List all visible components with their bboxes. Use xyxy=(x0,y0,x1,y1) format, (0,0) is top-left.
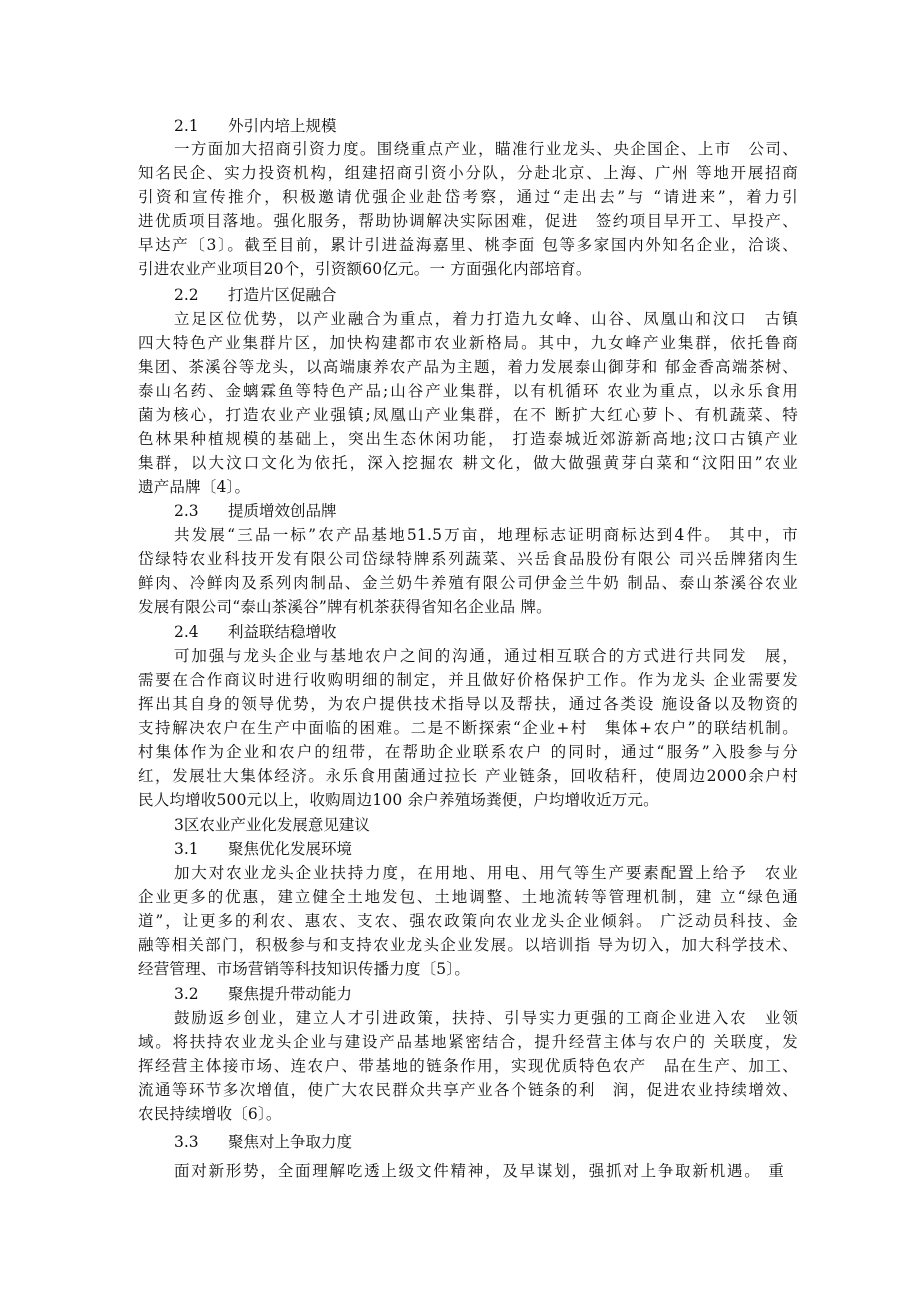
section-title: 聚焦提升带动能力 xyxy=(228,985,353,1003)
paragraph-line: 四大特色产业集群片区，加快构建都市农业新格局。其中，九女峰产业集群，依托鲁商 xyxy=(138,334,798,352)
paragraph-line: 早达产〔3〕。截至目前，累计引进益海嘉里、桃李面 包等多家国内外知名企业，洽谈、 xyxy=(138,236,798,254)
section-number: 2.2 xyxy=(174,286,199,304)
paragraph-line: 泰山名药、金螭霖鱼等特色产品;山谷产业集群，以有机循环 农业为重点，以永乐食用 xyxy=(138,382,798,400)
section-number: 2.3 xyxy=(174,502,199,520)
paragraph-line: 企业更多的优惠，建立健全土地发包、土地调整、土地流转等管理机制，建 立“绿色通 xyxy=(138,888,798,906)
section-number: 3.1 xyxy=(174,840,199,858)
paragraph-line: 挥经营主体接市场、连农户、带基地的链条作用，实现优质特色农产 品在生产、加工、 xyxy=(138,1057,798,1075)
paragraph-line: 需要在合作商议时进行收购明细的制定，并且做好价格保护工作。作为龙头 企业需要发 xyxy=(138,671,798,689)
paragraph-line: 立足区位优势，以产业融合为重点，着力打造九女峰、山谷、凤凰山和汶口 古镇 xyxy=(174,310,798,328)
paragraph-line: 集团、茶溪谷等龙头，以高端康养农产品为主题，着力发展泰山御芽和 郁金香高端茶树、 xyxy=(138,358,798,376)
paragraph-line: 域。将扶持农业龙头企业与建设产品基地紧密结合，提升经营主体与农户的 关联度，发 xyxy=(138,1033,798,1051)
section-title: 利益联结稳增收 xyxy=(228,623,337,641)
paragraph-line: 知名民企、实力投资机构，组建招商引资小分队，分赴北京、上海、广州 等地开展招商 xyxy=(138,164,798,182)
paragraph-line: 支持解决农户在生产中面临的困难。二是不断探索“企业+村 集体+农户”的联结机制。 xyxy=(138,719,798,737)
paragraph-line: 色林果种植规模的基础上，突出生态休闲功能， 打造泰城近郊游新高地;汶口古镇产业 xyxy=(138,430,798,448)
chapter-title: 3区农业产业化发展意见建议 xyxy=(174,816,370,834)
paragraph-line: 一方面加大招商引资力度。围绕重点产业，瞄准行业龙头、央企国企、上市 公司、 xyxy=(174,140,798,158)
section-title: 聚焦对上争取力度 xyxy=(228,1133,353,1151)
paragraph-line: 岱绿特农业科技开发有限公司岱绿特牌系列蔬菜、兴岳食品股份有限公 司兴岳牌猪肉生 xyxy=(138,550,798,568)
paragraph-line: 引资和宣传推介，积极邀请优强企业赴岱考察，通过“走出去”与 “请进来”，着力引 xyxy=(138,188,798,206)
paragraph-line: 红，发展壮大集体经济。永乐食用菌通过拉长 产业链条，回收秸秆，使周边2000余户村 xyxy=(138,767,798,785)
paragraph-line: 进优质项目落地。强化服务，帮助协调解决实际困难，促进 签约项目早开工、早投产、 xyxy=(138,212,798,230)
section-title: 聚焦优化发展环境 xyxy=(228,840,353,858)
chapter-heading-3 xyxy=(174,813,370,837)
paragraph-line: 菌为核心，打造农业产业强镇;凤凰山产业集群，在不 断扩大红心萝卜、有机蔬菜、特 xyxy=(138,406,798,424)
paragraph-line: 遗产品牌〔4〕。 xyxy=(138,478,251,496)
section-title: 外引内培上规模 xyxy=(228,117,337,135)
section-number: 2.1 xyxy=(174,117,199,135)
section-title: 提质增效创品牌 xyxy=(228,502,337,520)
paragraph-line: 鲜肉、冷鲜肉及系列肉制品、金兰奶牛养殖有限公司伊金兰牛奶 制品、泰山茶溪谷农业 xyxy=(138,574,798,592)
paragraph-line: 加大对农业龙头企业扶持力度，在用地、用电、用气等生产要素配置上给予 农业 xyxy=(174,864,798,882)
paragraph-line: 可加强与龙头企业与基地农户之间的沟通，通过相互联合的方式进行共同发 展， xyxy=(174,647,798,665)
section-number: 2.4 xyxy=(174,623,199,641)
paragraph-line: 民人均增收500元以上，收购周边100 余户养殖场粪便，户均增收近万元。 xyxy=(138,791,659,809)
paragraph-line: 发展有限公司“泰山茶溪谷”牌有机茶获得省知名企业品 牌。 xyxy=(138,598,552,616)
paragraph-line: 道”，让更多的利农、惠农、支农、强农政策向农业龙头企业倾斜。 广泛动员科技、金 xyxy=(138,912,798,930)
paragraph-line: 共发展“三品一标”农产品基地51.5万亩，地理标志证明商标达到4件。 其中，市 xyxy=(174,526,798,544)
paragraph-line: 面对新形势，全面理解吃透上级文件精神，及早谋划，强抓对上争取新机遇。 重 xyxy=(174,1162,784,1180)
paragraph-line: 村集体作为企业和农户的纽带，在帮助企业联系农户 的同时，通过“服务”入股参与分 xyxy=(138,743,798,761)
section-number: 3.2 xyxy=(174,985,199,1003)
paragraph-line: 鼓励返乡创业，建立人才引进政策，扶持、引导实力更强的工商企业进入农 业领 xyxy=(174,1009,798,1027)
paragraph-line: 挥出其自身的领导优势，为农户提供技术指导以及帮扶，通过各类设 施设备以及物资的 xyxy=(138,695,798,713)
paragraph-line: 融等相关部门，积极参与和支持农业龙头企业发展。以培训指 导为切入，加大科学技术、 xyxy=(138,936,798,954)
paragraph-line: 引进农业产业项目20个，引资额60亿元。一 方面强化内部培育。 xyxy=(138,260,592,278)
paragraph-line: 流通等环节多次增值，使广大农民群众共享产业各个链条的利 润，促进农业持续增效、 xyxy=(138,1081,798,1099)
section-number: 3.3 xyxy=(174,1133,199,1151)
paragraph-line: 经营管理、市场营销等科技知识传播力度〔5〕。 xyxy=(138,960,471,978)
paragraph-line: 集群，以大汶口文化为依托，深入挖掘农 耕文化，做大做强黄芽白菜和“汶阳田”农业 xyxy=(138,454,798,472)
paragraph-line: 农民持续增收〔6〕。 xyxy=(138,1105,282,1123)
section-title: 打造片区促融合 xyxy=(228,286,337,304)
